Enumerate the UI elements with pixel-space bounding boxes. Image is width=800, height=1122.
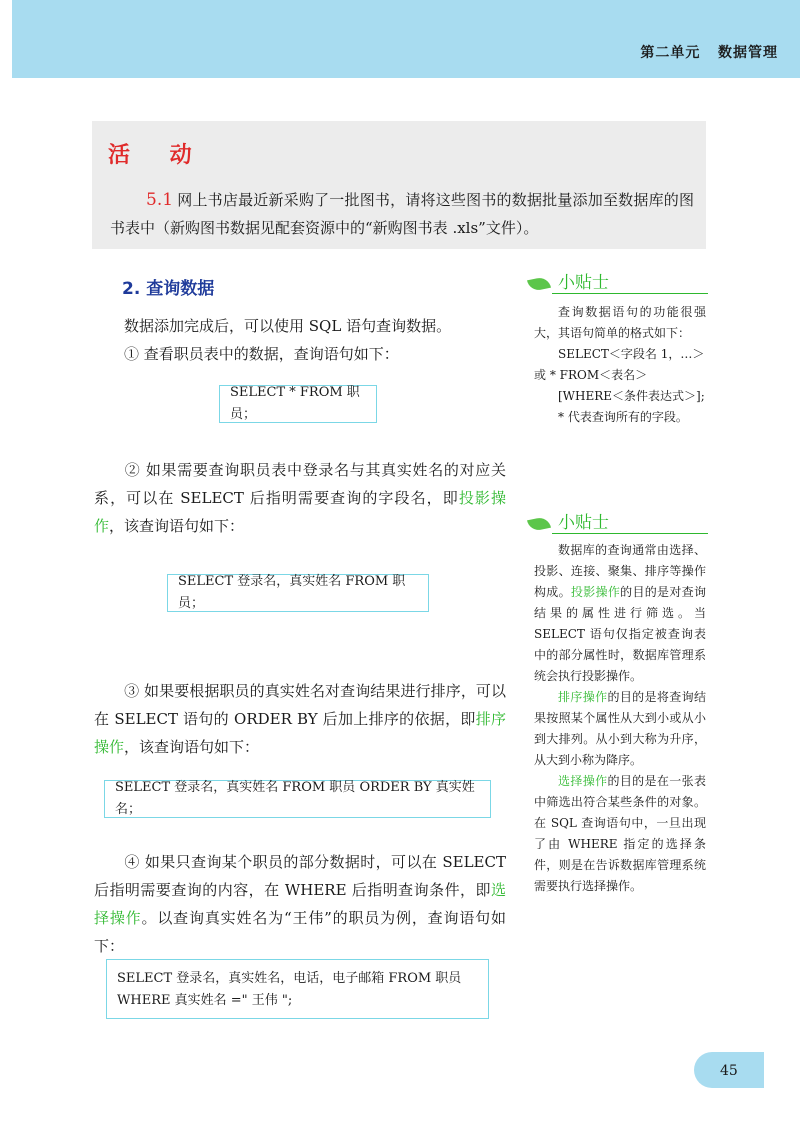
running-header [640, 42, 778, 62]
leaf-icon [527, 516, 551, 532]
code-block-4: SELECT 登录名，真实姓名，电话，电子邮箱 FROM 职员 WHERE 真实姓名 =" 王伟 "; [106, 959, 489, 1019]
tip-underline [552, 293, 708, 295]
activity-body: 网上书店最近新采购了一批图书，请将这些图书的数据批量添加至数据库的图书表中（新购图书数据见配套资源中的“新购图书表 .xls”文件）。 [110, 191, 694, 237]
activity-title: 活 动 [108, 143, 208, 168]
page-number: 45 [720, 1063, 738, 1079]
code-block-2: SELECT 登录名，真实姓名 FROM 职员； [167, 574, 429, 612]
paragraph-step-4: ④ 如果只查询某个职员的部分数据时，可以在 SELECT 后指明需要查询的内容，在 WHERE 后指明查询条件，即选择操作。以查询真实姓名为“王伟”的职员为例，查询语句如下： [94, 853, 506, 955]
unit-label: 第二单元 [640, 45, 701, 61]
header-band [12, 0, 800, 78]
tip-header-2 [528, 508, 708, 534]
code-block-3: SELECT 登录名，真实姓名 FROM 职员 ORDER BY 真实姓名； [104, 780, 491, 818]
tip-label-2: 小贴士 [558, 513, 609, 533]
chapter-title: 数据管理 [718, 45, 778, 61]
paragraph-step-3: ③ 如果要根据职员的真实姓名对查询结果进行排序，可以在 SELECT 语句的 ORDER BY 后加上排序的依据，即排序操作，该查询语句如下： [94, 682, 506, 756]
section-heading: 2. 查询数据 [122, 279, 215, 299]
tip-term-sorting: 排序操作 [558, 690, 608, 704]
activity-text [110, 186, 694, 242]
leaf-icon [527, 276, 551, 292]
tip-header-1 [528, 268, 708, 294]
activity-number: 5.1 [146, 190, 174, 210]
code-block-1: SELECT * FROM 职员； [219, 385, 377, 423]
tip-term-projection: 投影操作 [570, 585, 621, 599]
tip-text-2: 数据库的查询通常由选择、投影、连接、聚集、排序等操作构成。投影操作的目的是对查询结果的属性进行筛选。当 SELECT 语句仅指定被查询表中的部分属性时，数据库管理系统会执行投影操作。 排序操作的目的是将查询结果按照某个属性从大到小或从小到大排列。从小到大称为升序，从大到小称为降序。 选择操作的目的是在一张表中筛选出符合某些条件的对象。在 SQL 查询语句中，一旦出现了由 WHERE 指定的选择条件，则是在告诉数据库管理系统需要执行选择操作。 [534, 543, 706, 893]
tip-label-1: 小贴士 [558, 273, 609, 293]
tip-underline [552, 533, 708, 535]
tip-term-selection: 选择操作 [558, 774, 608, 788]
step-1-text: ① 查看职员表中的数据，查询语句如下： [124, 345, 399, 363]
paragraph-step-2: ② 如果需要查询职员表中登录名与其真实姓名的对应关系，可以在 SELECT 后指明需要查询的字段名，即投影操作，该查询语句如下： [94, 461, 506, 535]
term-projection: 投影操作 [94, 489, 506, 535]
term-selection: 选择操作 [94, 881, 506, 927]
paragraph-intro: 数据添加完成后，可以使用 SQL 语句查询数据。 ① 查看职员表中的数据，查询语句如下： [124, 317, 452, 363]
term-sorting: 排序操作 [94, 710, 506, 756]
tip-text-1: 查询数据语句的功能很强大，其语句简单的格式如下： SELECT＜字段名 1，…＞ 或 * FROM＜表名＞ [WHERE＜条件表达式＞]; * 代表查询所有的字段。 [534, 305, 706, 424]
